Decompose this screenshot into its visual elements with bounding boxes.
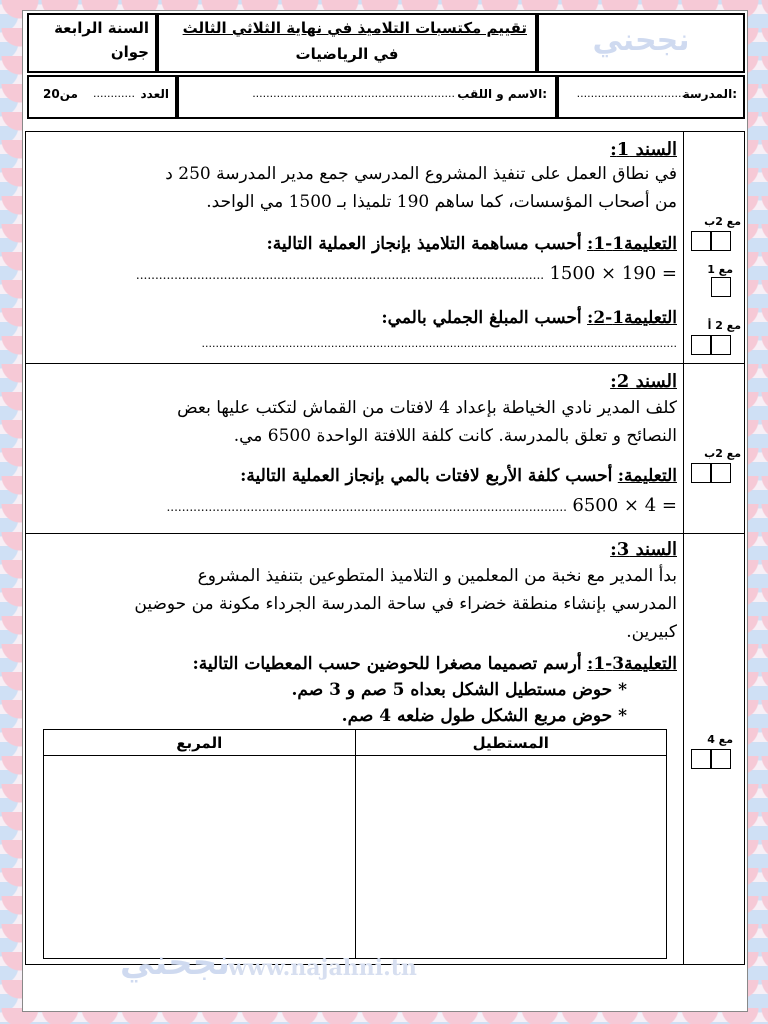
score-total: من20	[43, 87, 78, 101]
sanad2-line1: كلف المدير نادي الخياطة بإعداد 4 لافتات من القماش لتكتب عليها بعض	[177, 398, 677, 418]
criteria-column-divider	[683, 131, 684, 965]
task1-2	[27, 305, 677, 331]
crit-3-box[interactable]	[691, 749, 711, 769]
sanad3-title: السند 3:	[610, 539, 677, 560]
crit-2-label: مع 2ب	[704, 447, 741, 460]
col-rectangle-header: المستطيل	[355, 730, 667, 756]
crit-2-box2[interactable]	[711, 463, 731, 483]
task3-1	[27, 651, 677, 677]
site-watermark: www.najahni.tn	[228, 955, 417, 981]
school-label: المدرسة:	[682, 87, 737, 101]
grade-label: السنة الرابعة	[54, 19, 149, 37]
crit-1c-box[interactable]	[691, 335, 711, 355]
sanad3-line2: المدرسي بإنشاء منطقة خضراء في ساحة المدرسة الجرداء مكونة من حوضين	[134, 594, 677, 614]
crit-1a-label: مع 2ب	[704, 215, 741, 228]
crit-1b-label: مع 1	[707, 263, 733, 276]
footer-logo: نجحني	[119, 943, 231, 983]
crit-3-label: مع 4	[707, 733, 733, 746]
task2-line	[27, 493, 677, 520]
task1-2-answer-dots[interactable]: ........................................................................................................................................	[201, 337, 677, 350]
task1-1	[27, 231, 677, 257]
task1-1-text: أحسب مساهمة التلاميذ بإنجاز العملية التالية:	[266, 234, 582, 254]
header-grade-box	[27, 13, 157, 73]
rectangle-drawing-area[interactable]	[355, 756, 667, 959]
exam-sheet	[22, 10, 748, 1012]
task1-2-text: أحسب المبلغ الجملي بالمي:	[381, 308, 582, 328]
header-logo-box	[537, 13, 745, 73]
task3-1-label: التعليمة3-1:	[587, 654, 677, 674]
sanad3-line3: كبيرين.	[626, 622, 677, 642]
name-label: الاسم و اللقب:	[457, 87, 547, 101]
score-box	[27, 75, 177, 119]
crit-1a-box[interactable]	[691, 231, 711, 251]
crit-2-box[interactable]	[691, 463, 711, 483]
task2	[27, 463, 677, 489]
sanad2-line2: النصائح و تعلق بالمدرسة. كانت كلفة اللافتة الواحدة 6500 مي.	[233, 426, 677, 446]
task1-1-answer-dots[interactable]: ...........................................................................................................	[135, 268, 545, 282]
drawing-table	[43, 729, 667, 959]
section-divider-2	[25, 533, 745, 534]
sanad1-line1: في نطاق العمل على تنفيذ المشروع المدرسي جمع مدير المدرسة 250 د	[165, 164, 677, 184]
month-label: جوان	[110, 43, 149, 61]
crit-1a-box2[interactable]	[711, 231, 731, 251]
square-drawing-area[interactable]	[44, 756, 356, 959]
task1-1-label: التعليمة1-1:	[587, 234, 677, 254]
crit-1c-label: مع 2 أ	[707, 319, 741, 332]
exam-subject: في الرياضيات	[295, 45, 399, 63]
task1-2-label: التعليمة1-2:	[587, 308, 677, 328]
task3-1-text: أرسم تصميما مصغرا للحوضين حسب المعطيات التالية:	[192, 654, 582, 674]
bullet-square: * حوض مربع الشكل طول ضلعه 4 صم.	[341, 706, 627, 726]
school-box	[557, 75, 745, 119]
task2-label: التعليمة:	[617, 466, 677, 486]
school-dots: ...............................	[576, 87, 685, 100]
header-title-box	[157, 13, 537, 73]
name-dots: ..........................................................	[252, 87, 455, 100]
crit-3-box2[interactable]	[711, 749, 731, 769]
sanad3-line1: بدأ المدير مع نخبة من المعلمين و التلاميذ المتطوعين بتنفيذ المشروع	[197, 566, 677, 586]
task1-1-operation: = 190 × 1500	[549, 263, 677, 284]
name-box	[177, 75, 557, 119]
crit-1b-box[interactable]	[711, 277, 731, 297]
sanad1-title: السند 1:	[610, 139, 677, 160]
score-label: العدد	[140, 87, 169, 101]
score-dots: ............	[93, 87, 135, 100]
najahni-logo: نجحني	[592, 23, 690, 58]
sanad2-title: السند 2:	[610, 371, 677, 392]
section-divider-1	[25, 363, 745, 364]
task2-answer-dots[interactable]: .........................................................................................................	[166, 500, 567, 514]
crit-1c-box2[interactable]	[711, 335, 731, 355]
task1-1-line	[27, 261, 677, 288]
sanad1-line2: من أصحاب المؤسسات، كما ساهم 190 تلميذا بـ 1500 مي الواحد.	[206, 192, 677, 212]
exam-title: تقييم مكتسبات التلاميذ في نهاية الثلاثي الثالث	[182, 19, 527, 37]
bullet-rectangle: * حوض مستطيل الشكل بعداه 5 صم و 3 صم.	[291, 680, 627, 700]
task2-text: أحسب كلفة الأربع لافتات بالمي بإنجاز العملية التالية:	[240, 466, 613, 486]
task2-operation: = 4 × 6500	[572, 495, 677, 516]
col-square-header: المربع	[44, 730, 356, 756]
